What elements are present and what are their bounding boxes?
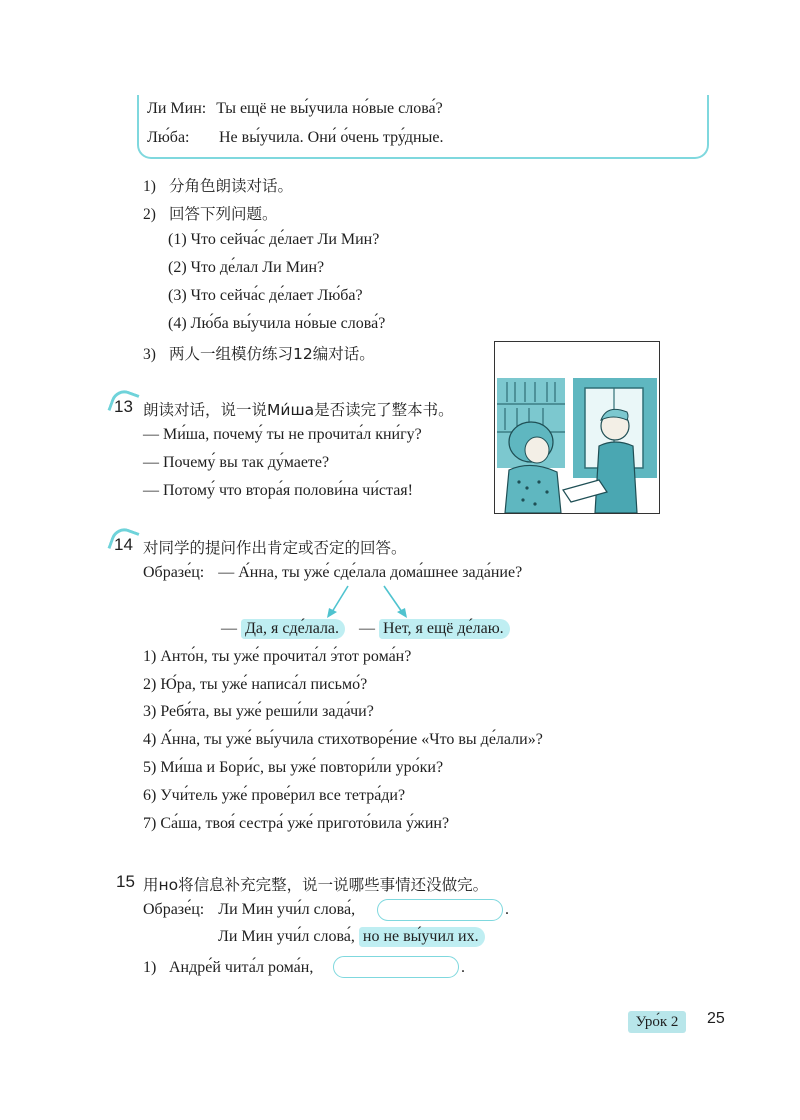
exercise-14-item-6: 6) Учи́тель уже́ прове́рил все тетра́ди? xyxy=(143,787,406,804)
task-1 xyxy=(143,174,293,196)
exercise-14-item-2: 2) Ю́ра, ты уже́ написа́л письмо́? xyxy=(143,676,368,693)
task-text: 两人一组模仿练习12编对话。 xyxy=(169,345,375,363)
illustration-svg xyxy=(495,342,659,513)
dialogue-line-1 xyxy=(147,100,443,118)
item-number: 1) xyxy=(143,959,157,976)
exercise-14-sample xyxy=(143,564,522,582)
task-number: 1) xyxy=(143,178,156,195)
exercise-13-line-1: — Ми́ша, почему́ ты не прочита́л кни́гу? xyxy=(143,426,422,443)
task-number: 3) xyxy=(143,346,156,363)
speaker-lyuba: Лю́ба: xyxy=(147,129,190,146)
sample-text: Ли Мин учи́л слова́, xyxy=(218,901,356,918)
dash: — xyxy=(221,620,237,637)
arrows-icon xyxy=(310,582,420,622)
illustration-library-scene xyxy=(494,341,660,514)
exercise-14-instruction: 对同学的提问作出肯定或否定的回答。 xyxy=(143,539,407,557)
task-text: 回答下列问题。 xyxy=(169,205,278,223)
exercise-14-number: 14 xyxy=(114,535,133,555)
task-2 xyxy=(143,202,278,224)
answer-blank-field[interactable] xyxy=(333,956,459,978)
exercise-bracket-icon xyxy=(107,386,139,418)
exercise-13-instruction: 朗读对话，说一说Ми́ша是否读完了整本书。 xyxy=(143,401,454,419)
period: . xyxy=(461,959,465,976)
exercise-15-sample-line-1 xyxy=(143,901,355,919)
exercise-14-item-7: 7) Са́ша, твоя́ сестра́ уже́ пригото́вила у́жин? xyxy=(143,815,450,832)
lesson-badge: Уро́к 2 xyxy=(628,1011,686,1033)
sample-answers xyxy=(221,620,510,638)
exercise-15-number: 15 xyxy=(116,872,135,891)
exercise-bracket-icon xyxy=(107,524,139,556)
exercise-14-item-1: 1) Анто́н, ты уже́ прочита́л э́тот рома́н? xyxy=(143,648,412,665)
exercise-15-instruction: 用но将信息补充完整，说一说哪些事情还没做完。 xyxy=(143,876,489,894)
task-3 xyxy=(143,342,375,364)
task-number: 2) xyxy=(143,206,156,223)
answer-yes-highlight: Да, я сде́лала. xyxy=(241,619,345,639)
dialogue-text: Ты ещё не вы́учила но́вые слова́? xyxy=(216,100,443,117)
exercise-15-item-1 xyxy=(143,959,313,977)
sample-fill-highlight: но не вы́учил их. xyxy=(359,927,485,947)
dash: — xyxy=(359,620,376,637)
task-text: 分角色朗读对话。 xyxy=(169,177,294,195)
exercise-13-line-2: — Почему́ вы так ду́маете? xyxy=(143,454,330,471)
speaker-li-min: Ли Мин: xyxy=(147,100,207,117)
exercise-13-line-3: — Потому́ что втора́я полови́на чи́стая! xyxy=(143,482,413,499)
question-1: (1) Что сейча́с де́лает Ли Мин? xyxy=(168,231,380,248)
answer-no-highlight: Нет, я ещё де́лаю. xyxy=(379,619,510,639)
sample-blank-field xyxy=(377,899,503,921)
sample-label: Образе́ц: xyxy=(143,901,205,918)
period: . xyxy=(505,901,509,918)
dialogue-text: Не вы́учила. Они́ о́чень тру́дные. xyxy=(219,129,444,146)
sample-text: Ли Мин учи́л слова́, xyxy=(218,928,355,945)
page-number: 25 xyxy=(707,1010,725,1027)
item-text: Андре́й чита́л рома́н, xyxy=(169,959,314,976)
question-4: (4) Лю́ба вы́учила но́вые слова́? xyxy=(168,315,386,332)
question-2: (2) Что де́лал Ли Мин? xyxy=(168,259,325,276)
sample-question: — А́нна, ты уже́ сде́лала дома́шнее зада́ние? xyxy=(218,564,523,581)
sample-label: Образе́ц: xyxy=(143,564,205,581)
exercise-14-item-3: 3) Ребя́та, вы уже́ реши́ли зада́чи? xyxy=(143,703,374,720)
exercise-15-sample-line-2 xyxy=(218,928,485,946)
exercise-14-item-4: 4) А́нна, ты уже́ вы́учила стихотворе́ние «Что вы де́лали»? xyxy=(143,731,543,748)
dialogue-line-2 xyxy=(147,129,443,147)
question-3: (3) Что сейча́с де́лает Лю́ба? xyxy=(168,287,363,304)
exercise-13-number: 13 xyxy=(114,397,133,417)
exercise-14-item-5: 5) Ми́ша и Бори́с, вы уже́ повтори́ли уро́ки? xyxy=(143,759,444,776)
